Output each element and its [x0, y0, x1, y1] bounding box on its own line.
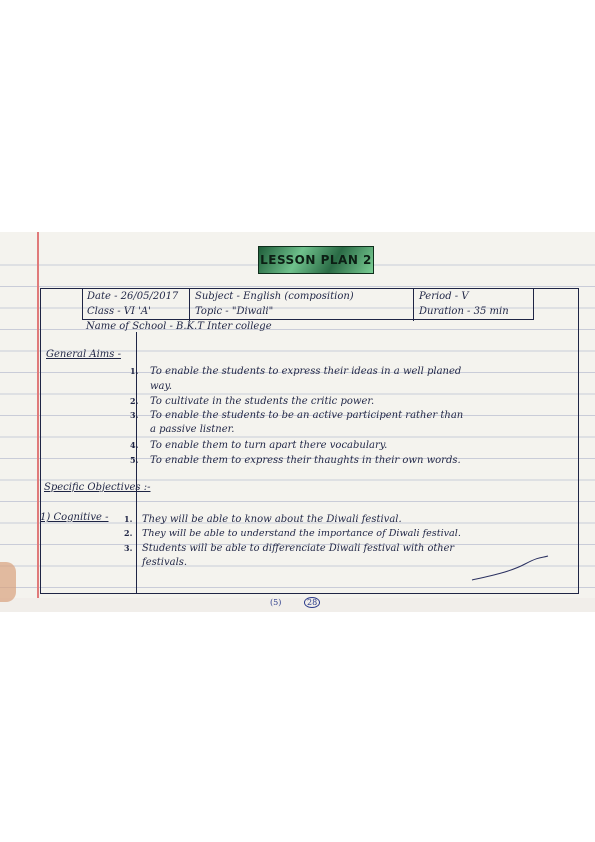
specific-objectives-heading: Specific Objectives :- — [44, 482, 151, 493]
header-divider — [413, 289, 414, 321]
list-item-number: 1. — [130, 366, 139, 376]
list-item-continued: way. — [150, 381, 173, 392]
school-name: Name of School - B.K.T Inter college — [86, 321, 272, 332]
page-title: LESSON PLAN 2 — [260, 253, 372, 267]
list-item: To enable the students to express their ideas in a well planed — [150, 366, 462, 377]
list-item-number: 1. — [124, 514, 133, 524]
list-item: They will be able to know about the Diwali festival. — [142, 514, 402, 525]
table-border-bottom — [40, 593, 579, 594]
list-item: To enable the students to be an active participent rather than — [150, 410, 464, 421]
list-item-continued: a passive listner. — [150, 424, 235, 435]
list-item-number: 5. — [130, 455, 139, 465]
list-item-number: 3. — [124, 543, 133, 553]
notebook-page — [0, 232, 595, 612]
list-item: To enable them to express their thaughts in their own words. — [150, 455, 461, 466]
page-bottom-band — [0, 598, 595, 612]
header-box — [82, 288, 534, 320]
class-field: Class - VI 'A' — [87, 306, 151, 317]
list-item-number: 3. — [130, 410, 139, 420]
table-border-left — [40, 288, 41, 594]
list-item: Students will be able to differenciate Diwali festival with other — [142, 543, 455, 554]
list-item-number: 4. — [130, 440, 139, 450]
period-field: Period - V — [419, 291, 469, 302]
thumb-smudge — [0, 562, 16, 602]
list-item-continued: festivals. — [142, 557, 188, 568]
list-item: To enable them to turn apart there vocabulary. — [150, 440, 388, 451]
list-item-number: 2. — [124, 528, 133, 538]
topic-field: Topic - "Diwali" — [195, 306, 274, 317]
pen-squiggle — [470, 554, 550, 584]
page-number: 28 — [304, 597, 320, 608]
date-field: Date - 26/05/2017 — [87, 291, 179, 302]
duration-field: Duration - 35 min — [419, 306, 509, 317]
lesson-plan-title-badge — [258, 246, 374, 274]
list-item-number: 2. — [130, 396, 139, 406]
list-item: To cultivate in the students the critic power. — [150, 396, 375, 407]
list-item: They will be able to understand the importance of Diwali festival. — [142, 528, 461, 539]
general-aims-heading: General Aims - — [46, 349, 121, 360]
margin-line — [37, 232, 39, 612]
header-divider — [189, 289, 190, 321]
table-border-right — [578, 288, 579, 594]
page-mark: (5) — [270, 598, 282, 607]
cognitive-label: 1) Cognitive - — [40, 512, 109, 523]
subject-field: Subject - English (composition) — [195, 291, 354, 302]
